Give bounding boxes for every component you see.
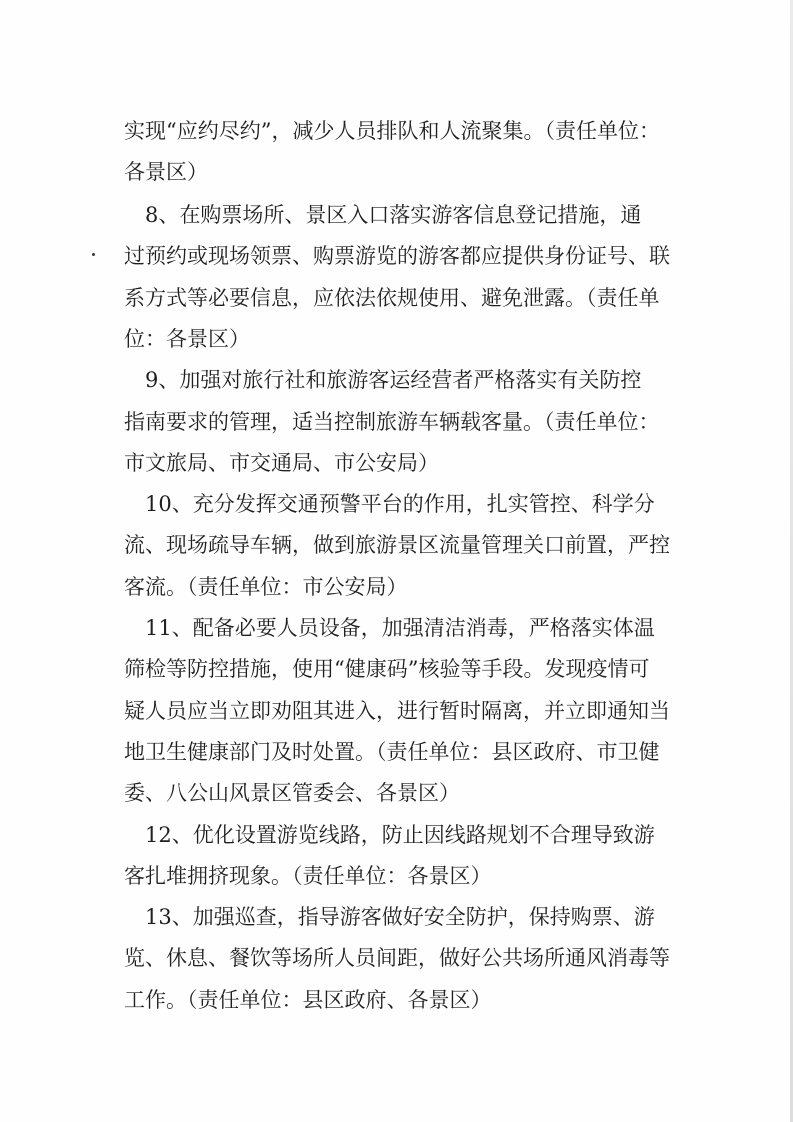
text-line: 各景区） xyxy=(124,160,208,184)
text-line: 9、加强对旅行社和旅游客运经营者严格落实有关防控 xyxy=(124,368,642,392)
text-line: 地卫生健康部门及时处置。（责任单位：县区政府、市卫健 xyxy=(124,740,660,764)
text-line: 实现“应约尽约”，减少人员排队和人流聚集。（责任单位： xyxy=(124,119,660,143)
text-line: 客流。（责任单位：市公安局） xyxy=(124,575,408,599)
scan-speck xyxy=(92,253,95,256)
text-line: 览、休息、餐饮等场所人员间距，做好公共场所通风消毒等 xyxy=(124,946,670,970)
text-line: 市文旅局、市交通局、市公安局） xyxy=(124,451,439,475)
text-line: 流、现场疏导车辆，做到旅游景区流量管理关口前置，严控 xyxy=(124,533,670,557)
text-line: 13、加强巡查，指导游客做好安全防护，保持购票、游 xyxy=(124,905,655,929)
text-line: 11、配备必要人员设备，加强清洁消毒，严格落实体温 xyxy=(124,616,655,640)
text-line: 指南要求的管理，适当控制旅游车辆载客量。（责任单位： xyxy=(124,410,660,434)
text-line: 系方式等必要信息，应依法依规使用、避免泄露。（责任单 xyxy=(124,286,660,310)
text-line: 工作。（责任单位：县区政府、各景区） xyxy=(124,988,492,1012)
text-line: 10、充分发挥交通预警平台的作用，扎实管控、科学分 xyxy=(124,492,655,516)
text-line: 客扎堆拥挤现象。（责任单位：各景区） xyxy=(124,864,492,888)
text-line: 8、在购票场所、景区入口落实游客信息登记措施，通 xyxy=(124,203,642,227)
text-line: 疑人员应当立即劝阻其进入，进行暂时隔离，并立即通知当 xyxy=(124,699,670,723)
text-line: 筛检等防控措施，使用“健康码”核验等手段。发现疫情可 xyxy=(124,657,650,681)
text-line: 委、八公山风景区管委会、各景区） xyxy=(124,781,460,805)
text-line: 过预约或现场领票、购票游览的游客都应提供身份证号、联 xyxy=(124,244,670,268)
text-line: 位：各景区） xyxy=(124,327,250,351)
text-line: 12、优化设置游览线路，防止因线路规划不合理导致游 xyxy=(124,823,655,847)
